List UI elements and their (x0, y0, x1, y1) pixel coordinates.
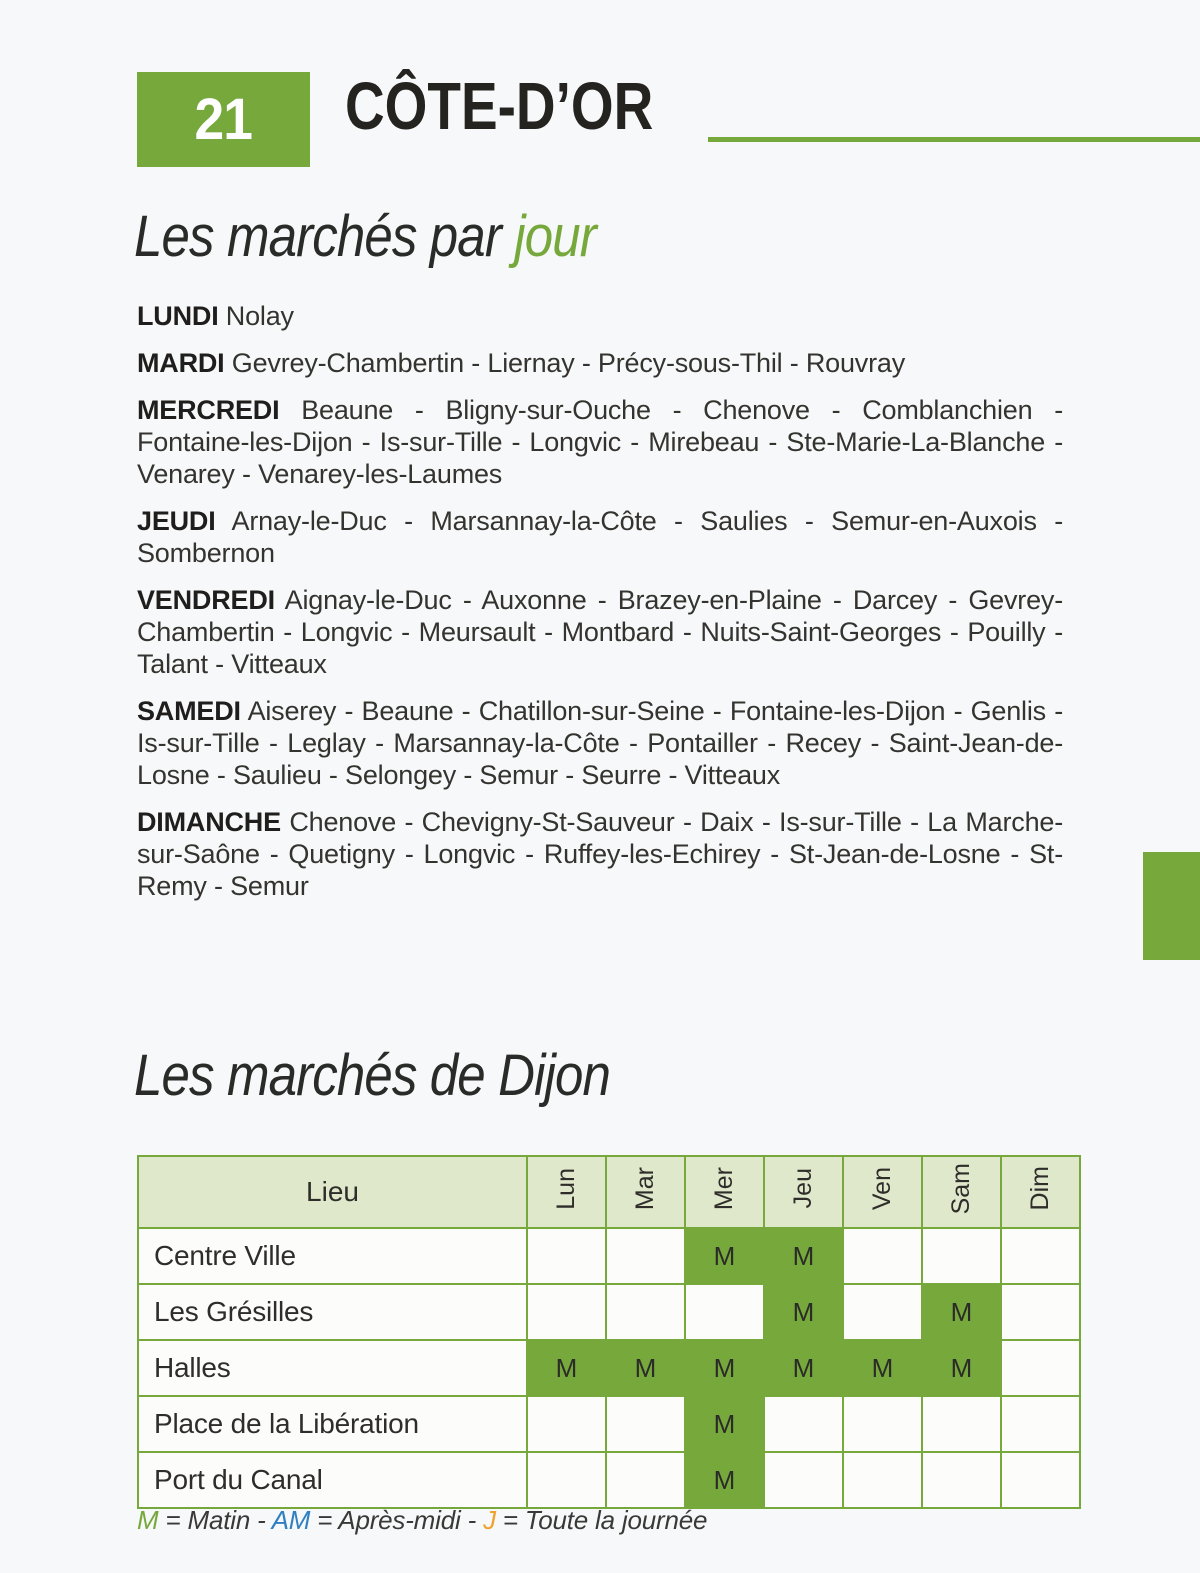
market-slot-empty (922, 1396, 1001, 1452)
market-slot-empty (1001, 1452, 1080, 1508)
place-name-cell: Centre Ville (138, 1228, 527, 1284)
place-name-cell: Port du Canal (138, 1452, 527, 1508)
market-slot-empty (1001, 1340, 1080, 1396)
market-slot-filled: M (843, 1340, 922, 1396)
market-slot-empty (606, 1284, 685, 1340)
market-slot-empty (606, 1396, 685, 1452)
table-row (138, 1284, 1080, 1340)
market-slot-empty (606, 1228, 685, 1284)
rotated-day-label: Lun (552, 1167, 580, 1210)
schedule-legend (137, 1505, 707, 1536)
table-row (138, 1340, 1080, 1396)
market-slot-filled: M (764, 1340, 843, 1396)
market-slot-empty (843, 1228, 922, 1284)
market-slot-filled: M (685, 1396, 764, 1452)
table-header-day (606, 1156, 685, 1228)
day-label: JEUDI (137, 506, 216, 536)
market-slot-empty (764, 1452, 843, 1508)
day-label: MARDI (137, 348, 225, 378)
market-slot-empty (843, 1396, 922, 1452)
markets-by-day-list (137, 300, 1063, 917)
day-entry: MARDI Gevrey-Chambertin - Liernay - Précy-sous-Thil - Rouvray (137, 348, 905, 378)
day-entry: MERCREDI Beaune - Bligny-sur-Ouche - Chenove - Comblanchien - Fontaine-les-Dijon - Is-sur-Tille - Longvic - Mirebeau - Ste-Marie-La-Blanche - Venarey - Venarey-les-Laumes (137, 395, 1063, 489)
legend-code: M (137, 1505, 159, 1535)
day-label: SAMEDI (137, 696, 241, 726)
table-header-day (922, 1156, 1001, 1228)
market-slot-empty (527, 1396, 606, 1452)
market-slot-filled: M (685, 1452, 764, 1508)
day-entry: LUNDI Nolay (137, 301, 294, 331)
dijon-table-header (138, 1156, 1080, 1228)
market-slot-empty (843, 1452, 922, 1508)
day-entry: JEUDI Arnay-le-Duc - Marsannay-la-Côte - Saulies - Semur-en-Auxois - Sombernon (137, 506, 1063, 568)
place-name-cell: Les Grésilles (138, 1284, 527, 1340)
day-label: LUNDI (137, 301, 219, 331)
market-slot-filled: M (685, 1340, 764, 1396)
market-slot-empty (1001, 1396, 1080, 1452)
market-slot-empty (606, 1452, 685, 1508)
rotated-day-label: Jeu (789, 1168, 817, 1209)
heading-markets-dijon: Les marchés de Dijon (134, 1043, 611, 1108)
legend-code: J (483, 1505, 496, 1535)
market-slot-empty (1001, 1228, 1080, 1284)
rotated-day-label: Dim (1026, 1166, 1054, 1211)
table-header-day (764, 1156, 843, 1228)
heading-by-day-accent: jour (514, 204, 596, 269)
department-title: CÔTE-D’OR (345, 69, 654, 144)
market-slot-empty (527, 1284, 606, 1340)
day-label: VENDREDI (137, 585, 275, 615)
department-number: 21 (194, 87, 253, 152)
legend-text: = Toute la journée (495, 1505, 708, 1535)
market-slot-filled: M (922, 1340, 1001, 1396)
table-row (138, 1452, 1080, 1508)
market-slot-empty (527, 1452, 606, 1508)
market-slot-empty (922, 1452, 1001, 1508)
market-slot-filled: M (922, 1284, 1001, 1340)
day-label: DIMANCHE (137, 807, 281, 837)
day-entry: VENDREDI Aignay-le-Duc - Auxonne - Brazey-en-Plaine - Darcey - Gevrey-Chambertin - Longvic - Meursault - Montbard - Nuits-Saint-Georges - Pouilly - Talant - Vitteaux (137, 585, 1063, 679)
table-header-day (1001, 1156, 1080, 1228)
market-slot-empty (685, 1284, 764, 1340)
department-number-badge (137, 72, 310, 167)
table-header-lieu: Lieu (138, 1156, 527, 1228)
table-header-day (843, 1156, 922, 1228)
rotated-day-label: Sam (947, 1162, 975, 1215)
rotated-day-label: Ven (868, 1166, 896, 1211)
table-header-day (527, 1156, 606, 1228)
place-name-cell: Place de la Libération (138, 1396, 527, 1452)
table-header-day (685, 1156, 764, 1228)
legend-text: = Après-midi - (310, 1505, 484, 1535)
table-row (138, 1396, 1080, 1452)
heading-markets-by-day (134, 203, 596, 270)
market-slot-empty (1001, 1284, 1080, 1340)
market-slot-empty (527, 1228, 606, 1284)
market-slot-filled: M (685, 1228, 764, 1284)
market-slot-empty (922, 1228, 1001, 1284)
dijon-market-table (137, 1155, 1081, 1509)
header-rule (708, 137, 1200, 142)
market-slot-empty (764, 1396, 843, 1452)
legend-text: = Matin - (158, 1505, 272, 1535)
rotated-day-label: Mar (631, 1166, 659, 1211)
day-label: MERCREDI (137, 395, 280, 425)
day-entry: DIMANCHE Chenove - Chevigny-St-Sauveur - Daix - Is-sur-Tille - La Marche-sur-Saône - Quetigny - Longvic - Ruffey-les-Echirey - St-Jean-de-Losne - St-Remy - Semur (137, 807, 1063, 901)
market-slot-filled: M (606, 1340, 685, 1396)
rotated-day-label: Mer (710, 1166, 738, 1211)
place-name-cell: Halles (138, 1340, 527, 1396)
legend-code: AM (271, 1505, 311, 1535)
market-slot-filled: M (764, 1284, 843, 1340)
market-slot-filled: M (527, 1340, 606, 1396)
heading-by-day-prefix: Les marchés par (134, 204, 515, 269)
day-entry: SAMEDI Aiserey - Beaune - Chatillon-sur-Seine - Fontaine-les-Dijon - Genlis - Is-sur-Tille - Leglay - Marsannay-la-Côte - Pontailler - Recey - Saint-Jean-de-Losne - Saulieu - Selongey - Semur - Seurre - Vitteaux (137, 696, 1063, 790)
market-slot-empty (843, 1284, 922, 1340)
dijon-table-body (138, 1228, 1080, 1508)
page-edge-tab (1143, 852, 1200, 960)
table-row (138, 1228, 1080, 1284)
market-slot-filled: M (764, 1228, 843, 1284)
